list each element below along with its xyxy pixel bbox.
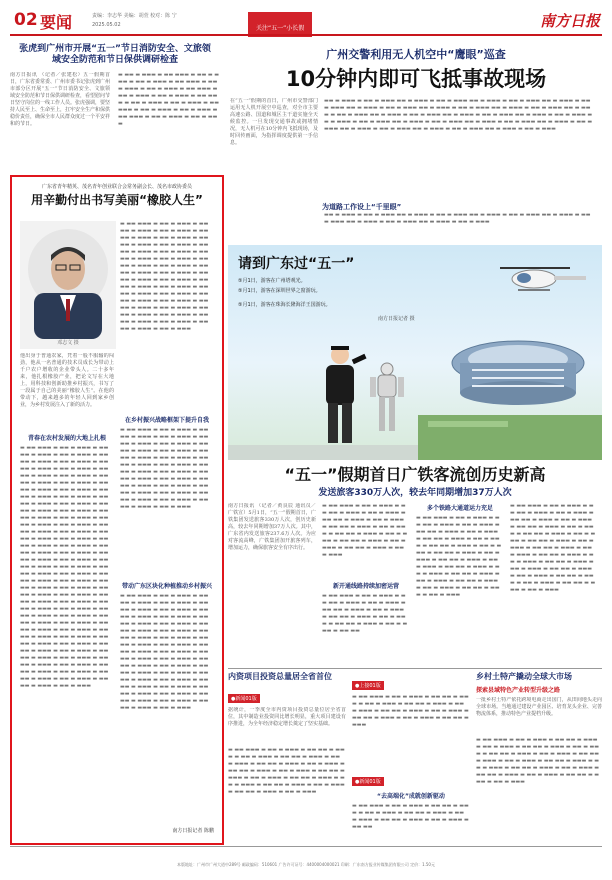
- top-right-body-cont2: ▬▬ ▬ ▬▬▬ ▬ ▬▬ ▬ ▬▬▬ ▬▬ ▬ ▬▬▬ ▬ ▬▬ ▬ ▬▬▬ ▬▬ ▬ ▬▬▬ ▬ ▬▬ ▬ ▬▬▬ ▬▬ ▬ ▬▬▬ ▬ ▬▬ ▬ ▬▬▬ ▬▬ ▬ ▬▬▬ ▬ ▬▬ ▬ ▬▬▬ ▬▬ ▬ ▬▬▬ ▬ ▬▬ ▬ ▬▬▬: [324, 212, 591, 225]
- top-right-body: 在“五一”假期的首日，广州市交警部门运用无人机开展空中巡查，对全市主要高速公路、国道和城区主干道实施全天候监控。一旦发现交通事故或拥堵情况，无人机可在10分钟内飞抵现场，及时回传画面，为指挥调度提供第一手信息。: [230, 98, 318, 146]
- helicopter-icon: [500, 267, 586, 290]
- banner-illustration: [228, 245, 602, 460]
- top-right-subtitle: 广州交警利用无人机空中“鹰眼”巡查: [326, 48, 506, 61]
- top-left-article: [10, 44, 220, 169]
- railway-body-col2: ▬ ▬▬ ▬▬▬ ▬ ▬▬ ▬ ▬▬▬ ▬ ▬▬ ▬▬ ▬ ▬▬▬ ▬ ▬▬ ▬ ▬▬▬ ▬ ▬▬ ▬▬ ▬ ▬▬▬ ▬ ▬▬ ▬ ▬▬▬ ▬ ▬▬ ▬▬ ▬ ▬▬▬ ▬ ▬▬ ▬ ▬▬▬ ▬ ▬▬ ▬▬ ▬ ▬▬▬ ▬ ▬▬ ▬ ▬▬▬ ▬ ▬▬ ▬▬ ▬ ▬▬▬ ▬ ▬▬ ▬ ▬▬▬ ▬ ▬▬ ▬▬ ▬ ▬▬▬ ▬ ▬▬ ▬ ▬▬▬: [322, 503, 408, 558]
- railway-body-col4: ▬ ▬▬ ▬▬▬ ▬ ▬▬ ▬ ▬▬▬ ▬ ▬▬ ▬▬ ▬ ▬▬▬ ▬ ▬▬ ▬ ▬▬▬ ▬ ▬▬ ▬▬ ▬ ▬▬▬ ▬ ▬▬ ▬ ▬▬▬ ▬ ▬▬ ▬▬ ▬ ▬▬▬ ▬ ▬▬ ▬ ▬▬▬ ▬ ▬▬ ▬▬ ▬ ▬▬▬ ▬ ▬▬ ▬ ▬▬▬ ▬ ▬▬ ▬▬ ▬ ▬▬▬ ▬ ▬▬ ▬ ▬▬▬ ▬ ▬▬ ▬▬ ▬ ▬▬▬ ▬ ▬▬ ▬ ▬▬▬ ▬ ▬▬ ▬▬ ▬ ▬▬▬ ▬ ▬▬ ▬ ▬▬▬ ▬ ▬▬ ▬▬ ▬ ▬▬▬ ▬ ▬▬ ▬ ▬▬▬ ▬ ▬▬ ▬▬ ▬ ▬▬▬ ▬ ▬▬ ▬ ▬▬▬ ▬ ▬▬ ▬▬ ▬ ▬▬▬ ▬ ▬▬ ▬ ▬▬▬ ▬ ▬▬ ▬▬ ▬ ▬▬▬ ▬ ▬▬ ▬ ▬▬▬: [510, 503, 596, 593]
- top-right-subhead: 为道路工作设上“千里眼”: [322, 203, 402, 211]
- specialty-title: 乡村土特产撬动全球大市场: [476, 672, 572, 681]
- railway-subtitle: 发送旅客330万人次，较去年同期增加37万人次: [318, 488, 512, 498]
- investment-body-cont: ▬ ▬▬ ▬▬▬ ▬ ▬▬ ▬ ▬▬▬ ▬ ▬▬ ▬▬ ▬ ▬▬▬ ▬ ▬▬ ▬ ▬▬▬ ▬ ▬▬ ▬▬ ▬ ▬▬▬ ▬ ▬▬ ▬ ▬▬▬ ▬ ▬▬ ▬▬ ▬ ▬▬▬ ▬ ▬▬ ▬ ▬▬▬ ▬ ▬▬ ▬▬ ▬ ▬▬▬ ▬ ▬▬ ▬ ▬▬▬ ▬ ▬▬ ▬▬ ▬ ▬▬▬ ▬ ▬▬ ▬ ▬▬▬ ▬ ▬▬ ▬▬ ▬ ▬▬▬ ▬ ▬▬ ▬ ▬▬▬ ▬ ▬▬ ▬▬ ▬ ▬▬▬ ▬ ▬▬ ▬ ▬▬▬ ▬ ▬▬ ▬▬ ▬ ▬▬▬ ▬ ▬▬ ▬ ▬▬▬: [228, 747, 345, 795]
- investment-label: ●新闻01版: [228, 694, 260, 703]
- robot-figure: [370, 363, 404, 431]
- continued-label: ●上接01版: [352, 681, 384, 690]
- portrait-photo: [20, 221, 116, 339]
- continued-subhead: “去高端化”成就创新驱动: [377, 793, 445, 800]
- feature-body-col2b: ▬ ▬▬ ▬▬▬ ▬ ▬▬ ▬ ▬▬▬ ▬ ▬▬ ▬▬ ▬ ▬▬▬ ▬ ▬▬ ▬ ▬▬▬ ▬ ▬▬ ▬▬ ▬ ▬▬▬ ▬ ▬▬ ▬ ▬▬▬ ▬ ▬▬ ▬▬ ▬ ▬▬▬ ▬ ▬▬ ▬ ▬▬▬ ▬ ▬▬ ▬▬ ▬ ▬▬▬ ▬ ▬▬ ▬ ▬▬▬ ▬ ▬▬ ▬▬ ▬ ▬▬▬ ▬ ▬▬ ▬ ▬▬▬ ▬ ▬▬ ▬▬ ▬ ▬▬▬ ▬ ▬▬ ▬ ▬▬▬ ▬ ▬▬ ▬▬ ▬ ▬▬▬ ▬ ▬▬ ▬ ▬▬▬ ▬ ▬▬ ▬▬ ▬ ▬▬▬ ▬ ▬▬ ▬ ▬▬▬ ▬ ▬▬ ▬▬ ▬ ▬▬▬ ▬ ▬▬ ▬ ▬▬▬ ▬ ▬▬ ▬▬ ▬ ▬▬▬ ▬ ▬▬ ▬ ▬▬▬ ▬ ▬▬ ▬▬ ▬ ▬▬▬ ▬ ▬▬ ▬ ▬▬▬: [120, 427, 209, 510]
- top-right-article: [230, 44, 602, 239]
- middle-lower-panel: [352, 672, 470, 842]
- feature-title: 用辛勤付出书写美丽“橡胶人生”: [31, 193, 203, 207]
- feature-subhead-2: 在乡村振兴战略框架下提升自我: [124, 417, 209, 424]
- feature-subhead-3: 带动广东区块化种植推动乡村振兴: [121, 583, 212, 590]
- railway-article: [228, 465, 602, 665]
- banner-caption-1: ⑤月1日，游客在广州塔观光。: [238, 278, 306, 284]
- railway-subhead-1: 新开通线路持续加密运营: [332, 583, 399, 590]
- top-right-body-cont: ▬▬ ▬ ▬▬▬ ▬ ▬▬ ▬ ▬▬▬ ▬▬ ▬ ▬▬▬ ▬ ▬▬ ▬ ▬▬▬ ▬▬ ▬ ▬▬▬ ▬ ▬▬ ▬ ▬▬▬ ▬▬ ▬ ▬▬▬ ▬ ▬▬ ▬ ▬▬▬ ▬▬ ▬ ▬▬▬ ▬ ▬▬ ▬ ▬▬▬ ▬▬ ▬ ▬▬▬ ▬ ▬▬ ▬ ▬▬▬ ▬▬ ▬ ▬▬▬ ▬ ▬▬ ▬ ▬▬▬ ▬▬ ▬ ▬▬▬ ▬ ▬▬ ▬ ▬▬▬ ▬▬ ▬ ▬▬▬ ▬ ▬▬ ▬ ▬▬▬ ▬▬ ▬ ▬▬▬ ▬ ▬▬ ▬ ▬▬▬ ▬▬ ▬ ▬▬▬ ▬ ▬▬ ▬ ▬▬▬ ▬▬ ▬ ▬▬▬ ▬ ▬▬ ▬ ▬▬▬ ▬▬ ▬ ▬▬▬ ▬ ▬▬ ▬ ▬▬▬ ▬▬ ▬ ▬▬▬ ▬ ▬▬ ▬ ▬▬▬ ▬▬ ▬ ▬▬▬ ▬ ▬▬ ▬ ▬▬▬ ▬▬ ▬ ▬▬▬ ▬ ▬▬ ▬ ▬▬▬ ▬▬ ▬ ▬▬▬ ▬ ▬▬ ▬ ▬▬▬ ▬▬ ▬ ▬▬▬ ▬ ▬▬ ▬ ▬▬▬: [324, 98, 593, 132]
- editor-line: 责编：李志华 美编：胡萱 校对：陈 宁: [92, 13, 177, 19]
- specialty-body-cont: ▬ ▬▬ ▬▬▬ ▬ ▬▬ ▬ ▬▬▬ ▬ ▬▬ ▬▬ ▬ ▬▬▬ ▬ ▬▬ ▬ ▬▬▬ ▬ ▬▬ ▬▬ ▬ ▬▬▬ ▬ ▬▬ ▬ ▬▬▬ ▬ ▬▬ ▬▬ ▬ ▬▬▬ ▬ ▬▬ ▬ ▬▬▬ ▬ ▬▬ ▬▬ ▬ ▬▬▬ ▬ ▬▬ ▬ ▬▬▬ ▬ ▬▬ ▬▬ ▬ ▬▬▬ ▬ ▬▬ ▬ ▬▬▬ ▬ ▬▬ ▬▬ ▬ ▬▬▬ ▬ ▬▬ ▬ ▬▬▬ ▬ ▬▬ ▬▬ ▬ ▬▬▬ ▬ ▬▬ ▬ ▬▬▬ ▬ ▬▬ ▬▬ ▬ ▬▬▬ ▬ ▬▬ ▬ ▬▬▬: [476, 737, 600, 785]
- investment-body: 据统计，一季度全市内资项目投资总量位居全省首位，其中制造业投资同比增长明显，重大项目建设有序推进，为全年经济稳定增长奠定了坚实基础。: [228, 707, 346, 727]
- section-name: 要闻: [40, 13, 73, 32]
- masthead: [0, 0, 612, 40]
- banner-caption-2: ⑤月1日，游客在深圳世界之窗游玩。: [238, 288, 321, 294]
- continued-body: ▬ ▬▬ ▬▬▬ ▬ ▬▬ ▬ ▬▬▬ ▬ ▬▬ ▬▬ ▬ ▬▬▬ ▬ ▬▬ ▬ ▬▬▬ ▬ ▬▬ ▬▬ ▬ ▬▬▬ ▬ ▬▬ ▬ ▬▬▬ ▬ ▬▬ ▬▬ ▬ ▬▬▬ ▬ ▬▬ ▬ ▬▬▬ ▬ ▬▬ ▬▬ ▬ ▬▬▬ ▬ ▬▬ ▬ ▬▬▬ ▬ ▬▬ ▬▬ ▬ ▬▬▬: [352, 694, 469, 728]
- banner-caption-3: ⑤月1日，游客在珠海长隆海洋王国游玩。: [238, 302, 331, 308]
- investment-panel: [228, 672, 346, 842]
- railway-body: 南方日报讯 （记者／黄良辰 通讯员／广铁宣）5月1日，“五一”假期首日，广铁集团发送旅客330万人次，创历史新高，较去年同期增加37万人次。其中，广东省内发送旅客237.6万人次。为应对客流高峰，广铁集团加开旅客列车，增加运力，确保旅客安全有序出行。: [228, 503, 316, 551]
- feature-kicker: 广东省青年精英、茂名青年创业联合会常务副会长、茂名市政协委员: [41, 184, 192, 190]
- newspaper-logo: 南方日报: [540, 12, 601, 30]
- photo-banner: [228, 245, 602, 460]
- continued-body-2: ▬ ▬▬ ▬▬▬ ▬ ▬▬ ▬ ▬▬▬ ▬ ▬▬ ▬▬ ▬ ▬▬▬ ▬ ▬▬ ▬ ▬▬▬ ▬ ▬▬ ▬▬ ▬ ▬▬▬ ▬ ▬▬ ▬ ▬▬▬ ▬ ▬▬ ▬▬ ▬ ▬▬▬ ▬ ▬▬ ▬ ▬▬▬ ▬ ▬▬ ▬▬: [352, 803, 469, 830]
- banner-photo-credit: 南方日报记者 摄: [378, 316, 415, 322]
- top-left-body-cont: ▬ ▬▬ ▬ ▬▬▬ ▬ ▬▬ ▬▬▬ ▬ ▬▬ ▬ ▬▬▬ ▬ ▬▬ ▬ ▬▬▬ ▬ ▬▬ ▬▬▬ ▬ ▬▬ ▬ ▬▬▬ ▬ ▬▬ ▬ ▬▬▬ ▬ ▬▬ ▬▬▬ ▬ ▬▬ ▬ ▬▬▬ ▬ ▬▬ ▬ ▬▬▬ ▬ ▬▬ ▬▬▬ ▬ ▬▬ ▬ ▬▬▬ ▬ ▬▬ ▬ ▬▬▬ ▬ ▬▬ ▬▬▬ ▬ ▬▬ ▬ ▬▬▬ ▬ ▬▬ ▬ ▬▬▬ ▬ ▬▬ ▬▬▬ ▬ ▬▬ ▬ ▬▬▬ ▬ ▬▬ ▬ ▬▬▬: [118, 72, 219, 127]
- top-right-title: 10分钟内即可飞抵事故现场: [285, 67, 547, 91]
- feature-body-col2: ▬ ▬▬ ▬▬▬ ▬ ▬▬ ▬ ▬▬▬ ▬ ▬▬ ▬▬ ▬ ▬▬▬ ▬ ▬▬ ▬ ▬▬▬ ▬ ▬▬ ▬▬ ▬ ▬▬▬ ▬ ▬▬ ▬ ▬▬▬ ▬ ▬▬ ▬▬ ▬ ▬▬▬ ▬ ▬▬ ▬ ▬▬▬ ▬ ▬▬ ▬▬ ▬ ▬▬▬ ▬ ▬▬ ▬ ▬▬▬ ▬ ▬▬ ▬▬ ▬ ▬▬▬ ▬ ▬▬ ▬ ▬▬▬ ▬ ▬▬ ▬▬ ▬ ▬▬▬ ▬ ▬▬ ▬ ▬▬▬ ▬ ▬▬ ▬▬ ▬ ▬▬▬ ▬ ▬▬ ▬ ▬▬▬ ▬ ▬▬ ▬▬ ▬ ▬▬▬ ▬ ▬▬ ▬ ▬▬▬ ▬ ▬▬ ▬▬ ▬ ▬▬▬ ▬ ▬▬ ▬ ▬▬▬ ▬ ▬▬ ▬▬ ▬ ▬▬▬ ▬ ▬▬ ▬ ▬▬▬ ▬ ▬▬ ▬▬ ▬ ▬▬▬ ▬ ▬▬ ▬ ▬▬▬ ▬ ▬▬ ▬▬ ▬ ▬▬▬ ▬ ▬▬ ▬ ▬▬▬ ▬ ▬▬ ▬▬ ▬ ▬▬▬ ▬ ▬▬ ▬ ▬▬▬ ▬ ▬▬ ▬▬ ▬ ▬▬▬ ▬ ▬▬ ▬ ▬▬▬ ▬ ▬▬ ▬▬ ▬ ▬▬▬ ▬ ▬▬ ▬ ▬▬▬: [120, 221, 209, 332]
- feature-subhead-1: 青春在农村发展的大地上扎根: [27, 435, 106, 442]
- footer-line: 本版地址：广州市广州大道中289号 邮政编码：510601 广告许可证号：4400004000021 印刷：广东南方报业传媒集团有限公司 定价：1.50元: [177, 862, 435, 867]
- center-tab-label: 关注“五一”小长假: [256, 25, 305, 32]
- railway-title: “五一”假期首日广铁客流创历史新高: [284, 465, 546, 484]
- specialty-products-panel: [476, 672, 602, 842]
- feature-body-col2c: ▬ ▬▬ ▬▬▬ ▬ ▬▬ ▬ ▬▬▬ ▬ ▬▬ ▬▬ ▬ ▬▬▬ ▬ ▬▬ ▬ ▬▬▬ ▬ ▬▬ ▬▬ ▬ ▬▬▬ ▬ ▬▬ ▬ ▬▬▬ ▬ ▬▬ ▬▬ ▬ ▬▬▬ ▬ ▬▬ ▬ ▬▬▬ ▬ ▬▬ ▬▬ ▬ ▬▬▬ ▬ ▬▬ ▬ ▬▬▬ ▬ ▬▬ ▬▬ ▬ ▬▬▬ ▬ ▬▬ ▬ ▬▬▬ ▬ ▬▬ ▬▬ ▬ ▬▬▬ ▬ ▬▬ ▬ ▬▬▬ ▬ ▬▬ ▬▬ ▬ ▬▬▬ ▬ ▬▬ ▬ ▬▬▬ ▬ ▬▬ ▬▬ ▬ ▬▬▬ ▬ ▬▬ ▬ ▬▬▬ ▬ ▬▬ ▬▬ ▬ ▬▬▬ ▬ ▬▬ ▬ ▬▬▬ ▬ ▬▬ ▬▬ ▬ ▬▬▬ ▬ ▬▬ ▬ ▬▬▬ ▬ ▬▬ ▬▬ ▬ ▬▬▬ ▬ ▬▬ ▬ ▬▬▬ ▬ ▬▬ ▬▬ ▬ ▬▬▬ ▬ ▬▬ ▬ ▬▬▬ ▬ ▬▬ ▬▬ ▬ ▬▬▬ ▬ ▬▬ ▬ ▬▬▬ ▬ ▬▬ ▬▬ ▬ ▬▬▬ ▬ ▬▬ ▬ ▬▬▬ ▬ ▬▬ ▬▬ ▬ ▬▬▬ ▬ ▬▬ ▬ ▬▬▬ ▬ ▬▬ ▬▬ ▬ ▬▬▬ ▬ ▬▬ ▬ ▬▬▬: [120, 593, 209, 711]
- feature-byline: 南方日报记者 陈鹏: [172, 828, 214, 834]
- masthead-rule: [10, 34, 602, 36]
- issue-date: 2025.05.02: [92, 22, 121, 28]
- railway-subhead-2: 多个铁路大通道运力充足: [426, 505, 493, 512]
- top-left-title: 张虎到广州市开展“五一”节日消防安全、文旅领域安全防范和节日保供调研检查: [19, 44, 211, 65]
- investment-title: 内资项目投资总量居全省首位: [228, 672, 332, 681]
- feature-body: 他出身于普通农家，凭着一股不服输的闯劲，他从一名普通的技术员成长为带动上千户农户增收的企业带头人。二十多年来，他扎根橡胶产业，把论文写在大地上，用科技和创新助推乡村振兴，书写了一段属于自己的美丽“橡胶人生”。在他的带动下，越来越多的年轻人回到家乡创业，为乡村发展注入了新的活力。: [20, 353, 114, 408]
- specialty-body: 一批乡村土特产依托跨境电商走出国门，从田间地头走向全球市场。当地通过建设产业园区、培育龙头企业、完善物流体系，推动特色产业提档升级。: [476, 697, 602, 717]
- specialty-subhead: 探索县域特色产业转型升级之路: [476, 687, 561, 694]
- ring-building: [452, 341, 584, 405]
- continued-label-2: ●新闻01版: [352, 777, 384, 786]
- railway-divider: [228, 668, 602, 669]
- railway-body-col3: ▬ ▬▬ ▬▬▬ ▬ ▬▬ ▬ ▬▬▬ ▬ ▬▬ ▬▬ ▬ ▬▬▬ ▬ ▬▬ ▬ ▬▬▬ ▬ ▬▬ ▬▬ ▬ ▬▬▬ ▬ ▬▬ ▬ ▬▬▬ ▬ ▬▬ ▬▬ ▬ ▬▬▬ ▬ ▬▬ ▬ ▬▬▬ ▬ ▬▬ ▬▬ ▬ ▬▬▬ ▬ ▬▬ ▬ ▬▬▬ ▬ ▬▬ ▬▬ ▬ ▬▬▬ ▬ ▬▬ ▬ ▬▬▬ ▬ ▬▬ ▬▬ ▬ ▬▬▬ ▬ ▬▬ ▬ ▬▬▬ ▬ ▬▬ ▬▬ ▬ ▬▬▬ ▬ ▬▬ ▬ ▬▬▬ ▬ ▬▬ ▬▬ ▬ ▬▬▬ ▬ ▬▬ ▬ ▬▬▬ ▬ ▬▬ ▬▬ ▬ ▬▬▬ ▬ ▬▬ ▬ ▬▬▬ ▬ ▬▬ ▬▬ ▬ ▬▬▬ ▬ ▬▬ ▬ ▬▬▬: [416, 515, 502, 598]
- railway-body-col2b: ▬ ▬▬ ▬▬▬ ▬ ▬▬ ▬ ▬▬▬ ▬ ▬▬ ▬▬ ▬ ▬▬▬ ▬ ▬▬ ▬ ▬▬▬ ▬ ▬▬ ▬▬ ▬ ▬▬▬ ▬ ▬▬ ▬ ▬▬▬ ▬ ▬▬ ▬▬ ▬ ▬▬▬ ▬ ▬▬ ▬ ▬▬▬ ▬ ▬▬ ▬▬ ▬ ▬▬▬ ▬ ▬▬ ▬ ▬▬▬ ▬ ▬▬ ▬▬: [322, 593, 408, 634]
- banner-title: 请到广东过“五一”: [238, 256, 355, 272]
- visitor-figure: [326, 346, 367, 443]
- page-number: 02: [14, 10, 38, 30]
- feature-body-col1: ▬ ▬▬ ▬▬▬ ▬ ▬▬ ▬ ▬▬▬ ▬ ▬▬ ▬▬ ▬ ▬▬▬ ▬ ▬▬ ▬ ▬▬▬ ▬ ▬▬ ▬▬ ▬ ▬▬▬ ▬ ▬▬ ▬ ▬▬▬ ▬ ▬▬ ▬▬ ▬ ▬▬▬ ▬ ▬▬ ▬ ▬▬▬ ▬ ▬▬ ▬▬ ▬ ▬▬▬ ▬ ▬▬ ▬ ▬▬▬ ▬ ▬▬ ▬▬ ▬ ▬▬▬ ▬ ▬▬ ▬ ▬▬▬ ▬ ▬▬ ▬▬ ▬ ▬▬▬ ▬ ▬▬ ▬ ▬▬▬ ▬ ▬▬ ▬▬ ▬ ▬▬▬ ▬ ▬▬ ▬ ▬▬▬ ▬ ▬▬ ▬▬ ▬ ▬▬▬ ▬ ▬▬ ▬ ▬▬▬ ▬ ▬▬ ▬▬ ▬ ▬▬▬ ▬ ▬▬ ▬ ▬▬▬ ▬ ▬▬ ▬▬ ▬ ▬▬▬ ▬ ▬▬ ▬ ▬▬▬ ▬ ▬▬ ▬▬ ▬ ▬▬▬ ▬ ▬▬ ▬ ▬▬▬ ▬ ▬▬ ▬▬ ▬ ▬▬▬ ▬ ▬▬ ▬ ▬▬▬ ▬ ▬▬ ▬▬ ▬ ▬▬▬ ▬ ▬▬ ▬ ▬▬▬ ▬ ▬▬ ▬▬ ▬ ▬▬▬ ▬ ▬▬ ▬ ▬▬▬ ▬ ▬▬ ▬▬ ▬ ▬▬▬ ▬ ▬▬ ▬ ▬▬▬ ▬ ▬▬ ▬▬ ▬ ▬▬▬ ▬ ▬▬ ▬ ▬▬▬ ▬ ▬▬ ▬▬ ▬ ▬▬▬ ▬ ▬▬ ▬ ▬▬▬ ▬ ▬▬ ▬▬ ▬ ▬▬▬ ▬ ▬▬ ▬ ▬▬▬ ▬ ▬▬ ▬▬ ▬ ▬▬▬ ▬ ▬▬ ▬ ▬▬▬ ▬ ▬▬ ▬▬ ▬ ▬▬▬ ▬ ▬▬ ▬ ▬▬▬ ▬ ▬▬ ▬▬ ▬ ▬▬▬ ▬ ▬▬ ▬ ▬▬▬ ▬ ▬▬ ▬▬ ▬ ▬▬▬ ▬ ▬▬ ▬ ▬▬▬ ▬ ▬▬ ▬▬ ▬ ▬▬▬ ▬ ▬▬ ▬ ▬▬▬ ▬ ▬▬ ▬▬ ▬ ▬▬▬ ▬ ▬▬ ▬ ▬▬▬ ▬ ▬▬ ▬▬ ▬ ▬▬▬ ▬ ▬▬ ▬ ▬▬▬ ▬ ▬▬ ▬▬ ▬ ▬▬▬ ▬ ▬▬ ▬ ▬▬▬ ▬ ▬▬ ▬▬ ▬ ▬▬▬ ▬ ▬▬ ▬ ▬▬▬ ▬ ▬▬ ▬▬ ▬ ▬▬▬ ▬ ▬▬ ▬ ▬▬▬ ▬ ▬▬ ▬▬ ▬ ▬▬▬ ▬ ▬▬ ▬ ▬▬▬ ▬ ▬▬ ▬▬ ▬ ▬▬▬ ▬ ▬▬ ▬ ▬▬▬ ▬ ▬▬ ▬▬ ▬ ▬▬▬ ▬ ▬▬ ▬ ▬▬▬ ▬ ▬▬ ▬▬ ▬ ▬▬▬ ▬ ▬▬ ▬ ▬▬▬ ▬ ▬▬ ▬▬ ▬ ▬▬▬ ▬ ▬▬ ▬ ▬▬▬ ▬ ▬▬ ▬▬ ▬ ▬▬▬ ▬ ▬▬ ▬ ▬▬▬: [20, 445, 109, 689]
- top-left-body: 南方日报讯 （记者／张建松）五一假期首日，广东省委常委、广州市委书记张虎到广州市部分区开展“五一”节日消防安全、文旅领域安全防范和节日保供调研检查，看望慰问节日坚守岗位的一线工作人员。张虎强调，要坚持人民至上、生命至上，扛牢安全生产和保供稳价责任，确保全市人民群众度过一个平安祥和的节日。: [10, 72, 110, 127]
- feature-portrait: [20, 221, 116, 349]
- portrait-caption: 邓志文 摄: [57, 340, 79, 346]
